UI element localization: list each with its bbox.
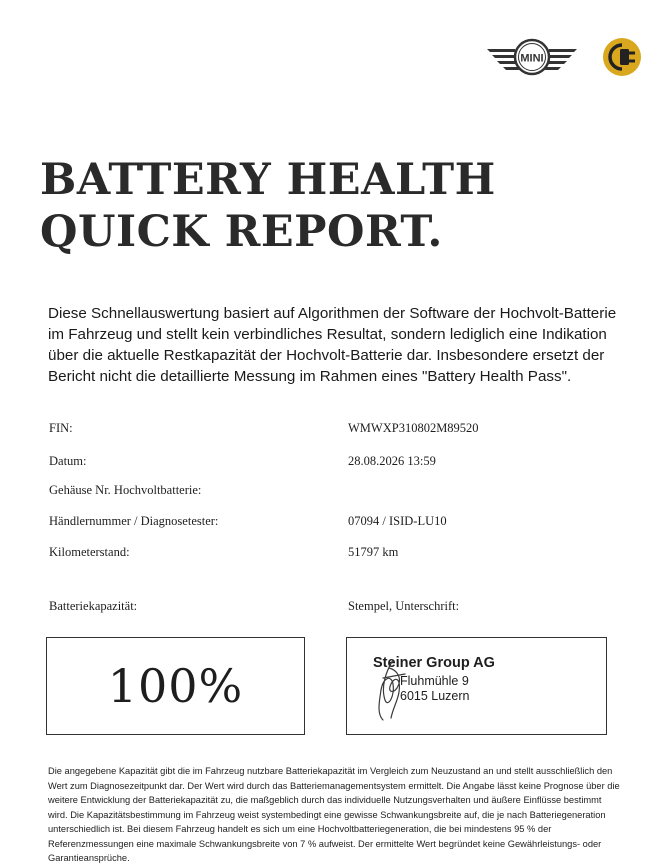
field-label: FIN:: [49, 421, 73, 435]
title-line-1: BATTERY HEALTH: [40, 155, 496, 205]
capacity-box: [46, 637, 305, 735]
field-value: 28.08.2026 13:59: [348, 454, 436, 468]
field-dealer-tester: [49, 514, 629, 534]
field-value: 07094 / ISID-LU10: [348, 514, 447, 528]
header-logos: [485, 36, 643, 78]
field-mileage: [49, 545, 629, 565]
capacity-label: Batteriekapazität:: [49, 599, 138, 613]
field-datum: [49, 454, 629, 474]
electric-plug-icon: [601, 36, 643, 78]
stamp-city: 6015 Luzern: [400, 689, 470, 703]
signature: [363, 648, 423, 728]
mini-logo: [485, 37, 579, 77]
title-line-2: QUICK REPORT.: [40, 207, 443, 257]
stamp-label: Stempel, Unterschrift:: [348, 599, 460, 613]
intro-paragraph: Diese Schnellauswertung basiert auf Algorithmen der Software der Hochvolt-Batterie im Fahrzeug und stellt kein verbindliches Resultat, sondern lediglich eine Indikation über die aktuelle Restkapazität der Hochvolt-Batterie dar. Insbesondere ersetzt der Bericht nicht die detaillierte Messung im Rahmen eines "Battery Health Pass".: [48, 305, 617, 385]
disclaimer-text: Die angegebene Kapazität gibt die im Fahrzeug nutzbare Batteriekapazität im Vergleich zum Neuzustand an und stellt ausschließlich den Wert zum Diagnosezeitpunkt dar. Der Wert wird durch das Batteriemanagementsystem ermittelt. Die Angabe lässt keine Prognose über die weitere Entwicklung der Batteriekapazität zu, die maßgeblich durch das individuelle Nutzungsverhalten und äußere Einflüsse bestimmt wird. Die Kapazitätsbestimmung im Fahrzeug weist systembedingt eine gewisse Schwankungsbreite auf, die je nach Batteriegeneration unterschiedlich ist. Bei diesem Fahrzeug handelt es sich um eine Hochvoltbatteriegeneration, die bei mindestens 95 % der Referenzmessungen eine maximale Schwankungsbreite von 7 % aufweist. Der ermittelte Wert begründet keine Gewährleistungs- oder Garantieansprüche.: [48, 766, 620, 863]
field-label: Händlernummer / Diagnosetester:: [49, 514, 219, 528]
field-label: Gehäuse Nr. Hochvoltbatterie:: [49, 483, 202, 497]
stamp-box: [346, 637, 607, 735]
field-value: 51797 km: [348, 545, 399, 559]
stamp-street: Fluhmühle 9: [400, 674, 469, 688]
field-value: WMWXP310802M89520: [348, 421, 479, 435]
capacity-value: 100%: [107, 659, 244, 713]
mini-logo-text: MINI: [520, 52, 544, 65]
stamp-company: Steiner Group AG: [373, 655, 495, 671]
field-battery-housing: [49, 483, 629, 503]
field-label: Datum:: [49, 454, 87, 468]
page-title: [40, 154, 496, 258]
field-label: Kilometerstand:: [49, 545, 130, 559]
field-fin: [49, 421, 629, 441]
